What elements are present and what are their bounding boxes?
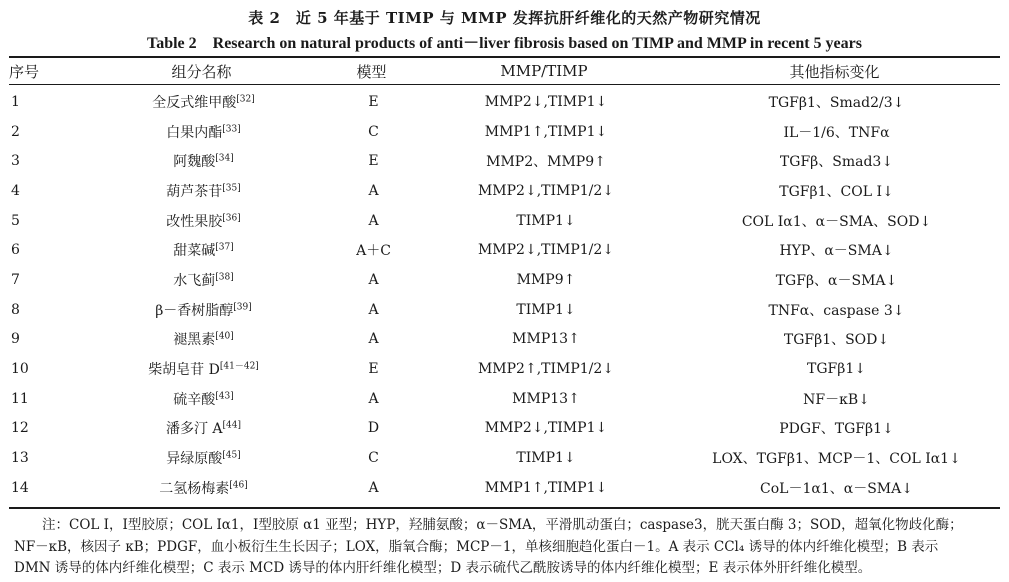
- cell-model: A: [368, 301, 379, 318]
- table-row: [9, 206, 1002, 236]
- compound-name: 甜菜碱: [173, 243, 216, 260]
- cell-mmp-timp: TIMP1↓: [516, 212, 576, 229]
- reference-mark: [32]: [236, 94, 255, 105]
- cell-no: 7: [11, 271, 20, 288]
- cell-mmp-timp: TIMP1↓: [516, 301, 576, 318]
- cell-other: LOX、TGFβ1、MCP－1、COL Ⅰα1↓: [712, 451, 961, 468]
- header-mmp-timp: MMP/TIMP: [500, 62, 588, 80]
- cell-mmp-timp: MMP2↑,TIMP1/2↓: [477, 361, 615, 378]
- cell-name: [81, 473, 326, 503]
- cell-other: TGFβ1↓: [807, 361, 866, 378]
- cell-name: [81, 325, 326, 355]
- table-row: [9, 443, 1002, 473]
- table-row: [9, 295, 1002, 325]
- cell-model: A＋C: [356, 243, 391, 260]
- cell-mmp-timp: MMP1↑,TIMP1↓: [484, 479, 608, 496]
- reference-mark: [39]: [233, 302, 252, 312]
- cell-model: A: [368, 271, 379, 288]
- compound-name: 水飞蓟: [173, 272, 216, 289]
- cell-no: 6: [11, 242, 20, 259]
- reference-mark: [46]: [229, 480, 248, 491]
- reference-mark: [33]: [222, 123, 241, 134]
- table-header: [9, 58, 1000, 84]
- compound-name: 二氢杨梅素: [159, 480, 230, 497]
- reference-mark: [45]: [222, 450, 241, 461]
- cell-mmp-timp: MMP2、MMP9↑: [486, 154, 606, 171]
- table-body: [9, 87, 1002, 503]
- reference-mark: [44]: [222, 420, 242, 431]
- compound-name: 白果内酯: [166, 124, 223, 141]
- table-note-line-2: NF－κB，核因子 κB；PDGF，血小板衍生生长因子；LOX，脂氧合酶；MCP－1，单核细胞趋化蛋白－1。A 表示 CCl₄ 诱导的体内纤维化模型；B 表示: [14, 539, 939, 555]
- cell-other: TNFα、caspase 3↓: [768, 302, 905, 319]
- cell-model: A: [368, 390, 379, 407]
- compound-name: 阿魏酸: [173, 154, 216, 171]
- cell-model: A: [368, 479, 379, 496]
- compound-name: 柴胡皂苷 D: [148, 362, 220, 379]
- cell-no: 4: [11, 182, 20, 199]
- table-row: [9, 117, 1002, 147]
- bottom-rule: [9, 507, 1000, 509]
- cell-other: COL Ⅰα1、α－SMA、SOD↓: [741, 213, 932, 230]
- table-caption-cn: 表 2 近 5 年基于 TIMP 与 MMP 发挥抗肝纤维化的天然产物研究情况: [248, 9, 761, 27]
- table-row: [9, 265, 1002, 295]
- cell-other: TGFβ1、SOD↓: [783, 332, 890, 349]
- cell-other: TGFβ1、Smad2/3↓: [768, 94, 905, 111]
- cell-name: [81, 87, 326, 117]
- table-row: [9, 384, 1002, 414]
- table-row: [9, 414, 1002, 444]
- cell-other: CoL－1α1、α－SMA↓: [760, 480, 913, 497]
- reference-mark: [38]: [215, 272, 234, 283]
- cell-name: [81, 117, 326, 147]
- header-model: 模型: [356, 62, 387, 81]
- cell-model: D: [367, 420, 380, 437]
- compound-name: 异绿原酸: [166, 451, 223, 468]
- reference-mark: [35]: [222, 183, 241, 194]
- cell-no: 5: [11, 212, 20, 229]
- table-row: [9, 235, 1002, 265]
- table-row: [9, 146, 1002, 176]
- compound-name: 改性果胶: [166, 213, 223, 230]
- cell-name: [81, 443, 326, 473]
- table-row: [9, 473, 1002, 503]
- header-name: 组分名称: [171, 62, 232, 81]
- cell-no: 11: [11, 390, 29, 407]
- cell-mmp-timp: MMP9↑: [516, 271, 576, 288]
- cell-model: A: [368, 182, 379, 199]
- cell-name: [81, 235, 326, 265]
- reference-mark: [41－42]: [219, 361, 259, 372]
- table-note-line-1: 注：COL Ⅰ，Ⅰ型胶原；COL Ⅰα1，Ⅰ型胶原 α1 亚型；HYP，羟脯氨酸；α－SMA，平滑肌动蛋白；caspase3，胱天蛋白酶 3；SOD，超氧化物歧化酶；: [42, 517, 963, 533]
- cell-mmp-timp: MMP13↑: [512, 331, 580, 348]
- cell-no: 10: [11, 361, 29, 378]
- cell-name: [81, 265, 326, 295]
- cell-name: [81, 176, 326, 206]
- cell-name: [81, 206, 326, 236]
- table-caption-en: Table 2 Research on natural products of anti－liver fibrosis based on TIMP and MMP in recent 5 years: [146, 35, 862, 52]
- cell-other: TGFβ、Smad3↓: [779, 154, 894, 171]
- cell-no: 1: [11, 93, 20, 110]
- cell-name: [81, 414, 326, 444]
- cell-other: IL－1/6、TNFα: [783, 124, 890, 141]
- cell-mmp-timp: MMP1↑,TIMP1↓: [484, 123, 608, 140]
- compound-name: 葫芦茶苷: [166, 183, 223, 200]
- cell-mmp-timp: MMP2↓,TIMP1/2↓: [477, 242, 615, 259]
- reference-mark: [43]: [215, 391, 234, 402]
- table-row: [9, 354, 1002, 384]
- cell-no: 3: [11, 153, 20, 170]
- mid-rule: [9, 84, 1000, 85]
- cell-name: [81, 295, 326, 325]
- reference-mark: [34]: [215, 153, 234, 164]
- compound-name: 褪黑素: [173, 332, 216, 349]
- compound-name: β－香树脂醇: [155, 302, 234, 319]
- cell-no: 9: [11, 331, 20, 348]
- cell-no: 2: [11, 123, 20, 140]
- cell-model: A: [368, 212, 379, 229]
- header-no: 序号: [9, 62, 40, 81]
- cell-model: C: [368, 450, 379, 467]
- cell-other: NF－κB↓: [803, 391, 870, 408]
- cell-mmp-timp: MMP2↓,TIMP1↓: [484, 420, 608, 437]
- cell-mmp-timp: TIMP1↓: [516, 450, 576, 467]
- cell-other: TGFβ1、COL Ⅰ↓: [779, 183, 894, 200]
- header-other: 其他指标变化: [789, 62, 880, 81]
- cell-mmp-timp: MMP13↑: [512, 390, 580, 407]
- cell-mmp-timp: MMP2↓,TIMP1/2↓: [477, 182, 615, 199]
- cell-model: C: [368, 123, 379, 140]
- cell-mmp-timp: MMP2↓,TIMP1↓: [484, 93, 608, 110]
- compound-name: 潘多汀 A: [165, 421, 223, 438]
- cell-model: E: [368, 93, 379, 110]
- cell-other: PDGF、TGFβ1↓: [779, 421, 894, 438]
- cell-name: [81, 384, 326, 414]
- reference-mark: [40]: [215, 331, 234, 342]
- cell-model: A: [368, 331, 379, 348]
- reference-mark: [36]: [222, 212, 241, 223]
- cell-model: E: [368, 153, 379, 170]
- cell-other: TGFβ、α－SMA↓: [775, 272, 898, 289]
- table-row: [9, 87, 1002, 117]
- cell-model: E: [368, 361, 379, 378]
- table-row: [9, 176, 1002, 206]
- table-row: [9, 325, 1002, 355]
- cell-no: 14: [11, 479, 29, 496]
- compound-name: 硫辛酸: [173, 391, 216, 408]
- cell-no: 8: [11, 301, 20, 318]
- cell-other: HYP、α－SMA↓: [779, 243, 894, 260]
- cell-name: [81, 354, 326, 384]
- cell-name: [81, 146, 326, 176]
- compound-name: 全反式维甲酸: [152, 94, 237, 111]
- cell-no: 12: [11, 420, 29, 437]
- table-note-line-3: DMN 诱导的体内纤维化模型；C 表示 MCD 诱导的体内肝纤维化模型；D 表示硫代乙酰胺诱导的体内纤维化模型；E 表示体外肝纤维化模型。: [14, 560, 872, 576]
- reference-mark: [37]: [215, 242, 234, 253]
- cell-no: 13: [11, 450, 29, 467]
